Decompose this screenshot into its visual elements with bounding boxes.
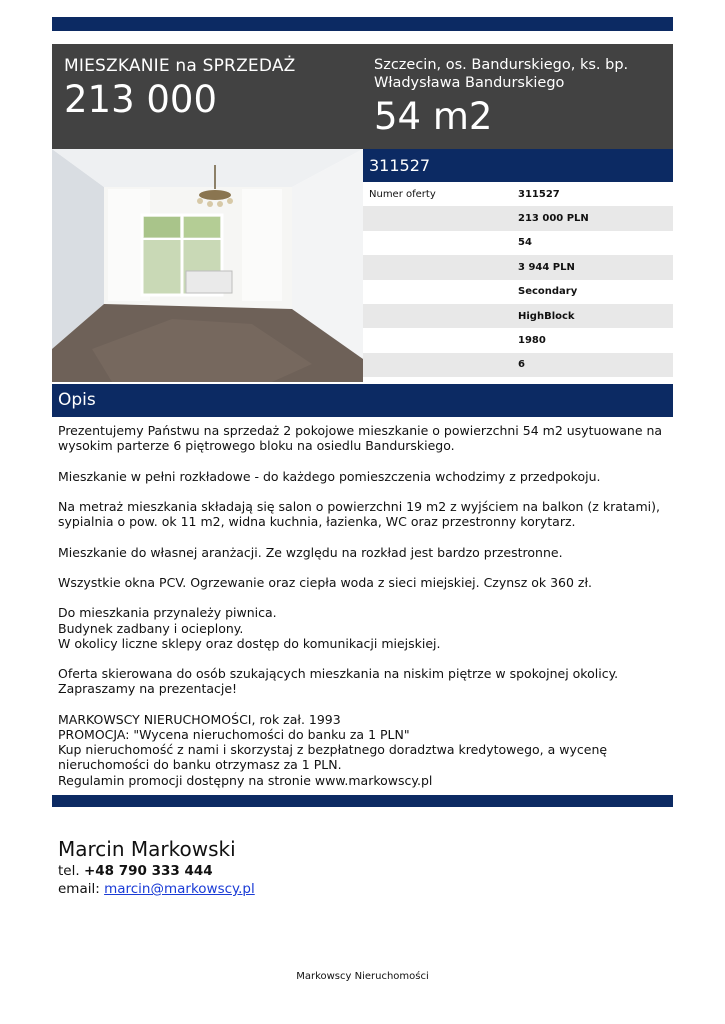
spec-value: Secondary [518,286,578,298]
description-paragraph: Oferta skierowana do osób szukających mieszkania na niskim piętrze w spokojnej okolicy. Zapraszamy na prezentacje! [58,666,619,697]
offer-address: Szczecin, os. Bandurskiego, ks. bp. Władysława Bandurskiego [374,57,629,91]
spec-row [363,255,673,279]
header-left [64,56,296,121]
description-paragraph: Na metraż mieszkania składają się salon o powierzchni 19 m2 z wyjściem na balkon (z kratami), sypialnia o pow. ok 11 m2, widna kuchnia, łazienka, WC oraz przestronny korytarz. [58,498,660,530]
top-accent-bar [52,17,673,31]
spec-row [363,231,673,255]
spec-row [363,182,673,206]
spec-row [363,206,673,230]
spec-value: 1980 [518,335,546,347]
description-paragraph: Prezentujemy Państwu na sprzedaż 2 pokojowe mieszkanie o powierzchni 54 m2 usytuowane na wysokim parterze 6 piętrowego bloku na osiedlu Bandurskiego. [58,423,663,454]
agent-phone[interactable]: +48 790 333 444 [83,863,213,879]
spec-value: 213 000 PLN [518,213,589,225]
agent-email-line [58,881,255,897]
spec-value: 54 [518,237,532,249]
description-paragraph: Do mieszkania przynależy piwnica. Budynek zadbany i ocieplony. W okolicy liczne sklepy oraz dostęp do komunikacji miejskiej. [58,605,441,651]
spec-value: 6 [518,359,525,371]
spec-value: HighBlock [518,310,575,322]
header-right [374,56,664,138]
offer-type: MIESZKANIE na SPRZEDAŻ [64,56,296,76]
description-heading: Opis [52,384,673,417]
spec-row [363,328,673,352]
spec-table [363,182,673,377]
spec-label: Numer oferty [369,188,436,200]
email-label: email: [58,881,100,897]
spec-value: 3 944 PLN [518,261,575,273]
description-body [58,423,668,788]
apartment-photo [52,149,363,382]
spec-row [363,353,673,377]
agent-email-link[interactable]: marcin@markowscy.pl [104,881,255,897]
agent-phone-line [58,863,255,879]
listing-header [52,44,673,149]
description-paragraph: MARKOWSCY NIERUCHOMOŚCI, rok zał. 1993 PROMOCJA: "Wycena nieruchomości do banku za 1 PLN" Kup nieruchomość z nami i skorzystaj z bezpłatnego doradztwa kredytowego, a wycenę nieruchomości do banku otrzymasz za 1 PLN. Regulamin promocji dostępny na stronie www.markowscy.pl [58,711,608,788]
bottom-accent-bar [52,795,673,807]
description-paragraph: Mieszkanie do własnej aranżacji. Ze względu na rozkład jest bardzo przestronne. [58,544,563,560]
spec-row [363,304,673,328]
spec-row [363,280,673,304]
agent-name: Marcin Markowski [58,837,236,861]
offer-price: 213 000 [64,78,218,121]
description-paragraph: Mieszkanie w pełni rozkładowe - do każdego pomieszczenia wchodzimy z przedpokoju. [58,468,601,484]
page-footer: Markowscy Nieruchomości [296,971,429,982]
description-paragraph: Wszystkie okna PCV. Ogrzewanie oraz ciepła woda z sieci miejskiej. Czynsz ok 360 zł. [58,574,593,590]
spec-value: 311527 [518,188,560,200]
offer-area: 54 m2 [374,95,493,138]
agent-contact [58,837,255,897]
phone-label: tel. [58,863,80,879]
offer-id-bar: 311527 [363,149,673,182]
